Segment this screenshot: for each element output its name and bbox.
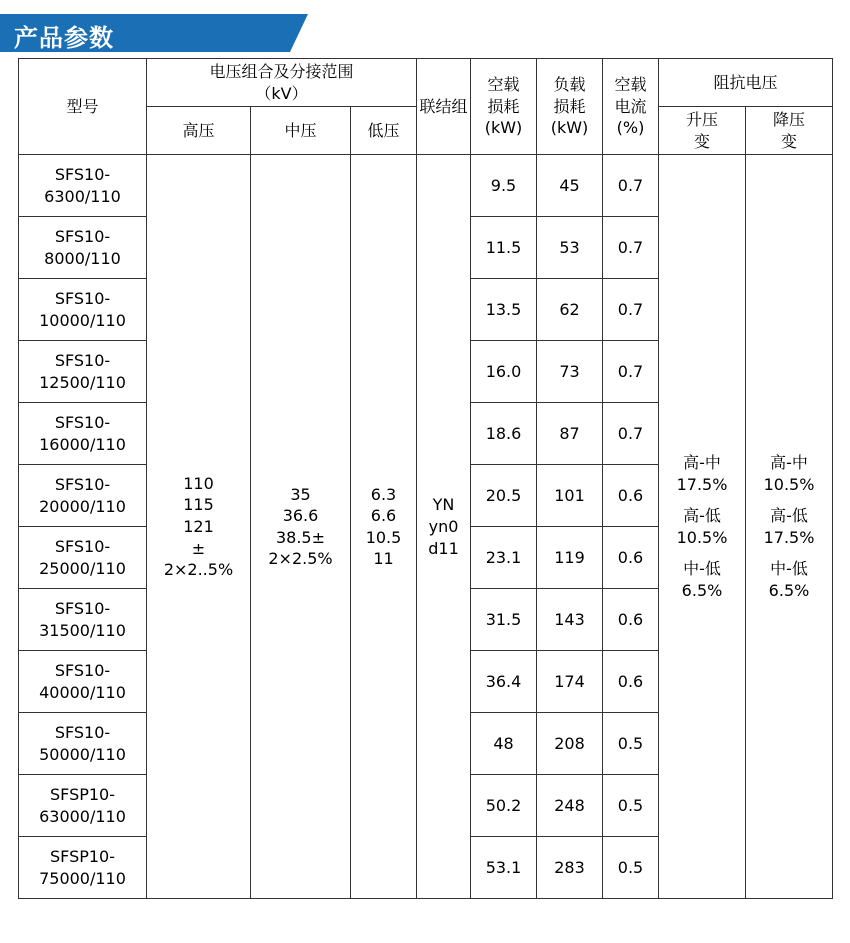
mv-line-4: 2×2.5% [268, 549, 333, 569]
su-line-5: 中-低 [683, 559, 721, 579]
sd-line-5: 中-低 [770, 559, 808, 579]
header-high-voltage: 高压 [147, 107, 251, 155]
cell-load-loss: 45 [537, 155, 603, 217]
header-connection-group-text: 联结组 [419, 96, 468, 116]
cell-no-load-current: 0.5 [603, 775, 659, 837]
model-line1: SFS10- [54, 723, 111, 743]
cell-no-load-current: 0.6 [603, 589, 659, 651]
cell-no-load-current: 0.7 [603, 279, 659, 341]
model-line2: 63000/110 [39, 806, 126, 826]
model-line2: 10000/110 [39, 310, 126, 330]
header-no-load-current-l3: (%) [616, 118, 645, 138]
su-gap-2 [661, 548, 743, 558]
header-step-up [659, 107, 746, 155]
model-line2: 40000/110 [39, 682, 126, 702]
table-row [19, 155, 833, 217]
model-line1: SFSP10- [49, 785, 115, 805]
su-line-3: 高-低 [683, 506, 721, 526]
cell-no-load-loss: 23.1 [471, 527, 537, 589]
model-line1: SFS10- [54, 289, 111, 309]
header-no-load-loss-l1: 空载 [487, 75, 520, 95]
sd-line-3: 高-低 [770, 506, 808, 526]
cell-no-load-loss: 53.1 [471, 837, 537, 899]
sd-line-4: 17.5% [763, 527, 815, 547]
model-line1: SFS10- [54, 351, 111, 371]
hv-line-2: 115 [183, 495, 214, 515]
cell-load-loss: 101 [537, 465, 603, 527]
hv-line-4: ± [191, 538, 206, 558]
cell-no-load-loss: 20.5 [471, 465, 537, 527]
model-line1: SFS10- [54, 599, 111, 619]
header-no-load-loss-l3: (kW) [484, 118, 523, 138]
cell-load-loss: 62 [537, 279, 603, 341]
cell-no-load-loss: 36.4 [471, 651, 537, 713]
cell-model [19, 713, 147, 775]
model-line2: 20000/110 [39, 496, 126, 516]
cell-no-load-loss: 9.5 [471, 155, 537, 217]
model-line2: 31500/110 [39, 620, 126, 640]
lv-line-2: 6.6 [370, 506, 397, 526]
cell-no-load-loss: 50.2 [471, 775, 537, 837]
header-no-load-current-l1: 空载 [614, 75, 647, 95]
header-model: 型号 [19, 59, 147, 155]
cg-line-3: d11 [428, 538, 459, 558]
model-line1: SFS10- [54, 413, 111, 433]
cell-no-load-loss: 18.6 [471, 403, 537, 465]
header-step-up-l2: 变 [693, 131, 710, 151]
model-line1: SFS10- [54, 227, 111, 247]
cell-load-loss: 143 [537, 589, 603, 651]
cell-model [19, 589, 147, 651]
header-step-up-l1: 升压 [685, 110, 718, 130]
cell-load-loss: 119 [537, 527, 603, 589]
hv-line-3: 121 [183, 517, 214, 537]
sd-gap-1 [748, 495, 830, 505]
model-line1: SFSP10- [49, 847, 115, 867]
header-voltage-group-line1: 电压组合及分接范围 [209, 62, 354, 81]
cell-medium-voltage [251, 155, 351, 899]
su-line-4: 10.5% [676, 527, 728, 547]
header-voltage-group-line2: （kV） [255, 83, 308, 103]
cell-no-load-current: 0.7 [603, 341, 659, 403]
model-line2: 50000/110 [39, 744, 126, 764]
cell-no-load-current: 0.5 [603, 713, 659, 775]
header-load-loss-l3: (kW) [550, 118, 589, 138]
sd-line-1: 高-中 [770, 453, 808, 473]
header-step-down-l2: 变 [781, 131, 798, 151]
page-title-en: Product parameters [128, 31, 271, 45]
cell-no-load-loss: 48 [471, 713, 537, 775]
model-line2: 12500/110 [39, 372, 126, 392]
sd-line-6: 6.5% [768, 581, 810, 601]
cell-no-load-loss: 11.5 [471, 217, 537, 279]
hv-line-5: 2×2..5% [163, 560, 234, 580]
header-no-load-current-l2: 电流 [614, 96, 647, 116]
cell-no-load-loss: 16.0 [471, 341, 537, 403]
su-line-1: 高-中 [683, 453, 721, 473]
sd-gap-2 [748, 548, 830, 558]
sd-line-2: 10.5% [763, 474, 815, 494]
header-low-voltage [351, 107, 417, 155]
cell-no-load-current: 0.6 [603, 651, 659, 713]
cell-connection-group [417, 155, 471, 899]
header-no-load-loss [471, 59, 537, 155]
cell-no-load-loss: 13.5 [471, 279, 537, 341]
cell-model [19, 403, 147, 465]
cell-low-voltage [351, 155, 417, 899]
cell-model [19, 279, 147, 341]
mv-line-1: 35 [290, 484, 311, 504]
hv-line-1: 110 [183, 473, 214, 493]
cell-no-load-current: 0.7 [603, 217, 659, 279]
cell-no-load-current: 0.5 [603, 837, 659, 899]
cell-load-loss: 283 [537, 837, 603, 899]
header-impedance-voltage: 阻抗电压 [659, 59, 833, 107]
cell-model [19, 837, 147, 899]
cell-load-loss: 208 [537, 713, 603, 775]
cell-load-loss: 174 [537, 651, 603, 713]
cell-no-load-current: 0.7 [603, 403, 659, 465]
header-row-1 [19, 59, 833, 107]
mv-line-2: 36.6 [282, 506, 319, 526]
cell-no-load-current: 0.6 [603, 527, 659, 589]
cell-load-loss: 73 [537, 341, 603, 403]
model-line1: SFS10- [54, 537, 111, 557]
header-no-load-loss-l2: 损耗 [487, 96, 520, 116]
cell-no-load-current: 0.7 [603, 155, 659, 217]
model-line2: 6300/110 [44, 186, 121, 206]
cell-model [19, 465, 147, 527]
cg-line-2: yn0 [428, 517, 459, 537]
cell-no-load-loss: 31.5 [471, 589, 537, 651]
lv-line-3: 10.5 [365, 527, 402, 547]
page-header-banner [0, 0, 850, 58]
header-medium-voltage: 中压 [251, 107, 351, 155]
header-step-down-l1: 降压 [773, 110, 806, 130]
cell-model [19, 527, 147, 589]
header-step-down [746, 107, 833, 155]
cell-model [19, 341, 147, 403]
model-line2: 75000/110 [39, 868, 126, 888]
cell-load-loss: 87 [537, 403, 603, 465]
transformer-spec-table [18, 58, 833, 899]
lv-line-4: 11 [373, 549, 394, 569]
model-line1: SFS10- [54, 475, 111, 495]
cell-load-loss: 53 [537, 217, 603, 279]
lv-line-1: 6.3 [370, 484, 397, 504]
cell-model [19, 155, 147, 217]
header-connection-group [417, 59, 471, 155]
cell-load-loss: 248 [537, 775, 603, 837]
su-gap-1 [661, 495, 743, 505]
cell-model [19, 775, 147, 837]
header-low-voltage-text: 低压 [367, 120, 400, 140]
model-line2: 16000/110 [39, 434, 126, 454]
cell-model [19, 217, 147, 279]
header-voltage-group [147, 59, 417, 107]
su-line-6: 6.5% [681, 581, 723, 601]
mv-line-3: 38.5± [275, 527, 326, 547]
header-no-load-current [603, 59, 659, 155]
cell-high-voltage [147, 155, 251, 899]
cell-impedance-step-down [746, 155, 833, 899]
header-load-loss-l2: 损耗 [553, 96, 586, 116]
cell-no-load-current: 0.6 [603, 465, 659, 527]
cell-impedance-step-up [659, 155, 746, 899]
su-line-2: 17.5% [676, 474, 728, 494]
model-line2: 8000/110 [44, 248, 121, 268]
header-load-loss-l1: 负载 [553, 75, 586, 95]
model-line1: SFS10- [54, 661, 111, 681]
model-line1: SFS10- [54, 165, 111, 185]
cell-model [19, 651, 147, 713]
header-load-loss [537, 59, 603, 155]
cg-line-1: YN [432, 495, 455, 515]
spec-table-container [0, 58, 850, 899]
page-title-cn: 产品参数 [14, 24, 114, 52]
model-line2: 25000/110 [39, 558, 126, 578]
